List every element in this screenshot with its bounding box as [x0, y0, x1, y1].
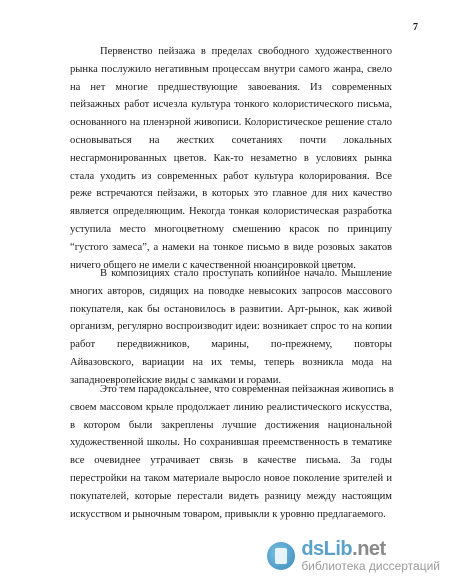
text-line: работ передвижников, марины, по-прежнему, повторы — [70, 339, 392, 351]
text-line: западноевропейские виды с замками и горами. — [70, 374, 282, 386]
text-line: покупателей, которые перестали видеть разницу между настоящим — [70, 490, 392, 502]
text-line: организм, регулярно воспроизводит идеи: возникает спрос то на копии — [70, 321, 392, 333]
dslib-watermark[interactable] — [267, 539, 440, 572]
text-line: перестройки на таком материале выросло новое поколение зрителей и — [70, 472, 392, 484]
page-number: 7 — [413, 22, 418, 33]
text-line: несгармонированных цветов. Как-то незаметно в условиях рынка — [70, 152, 392, 164]
text-line: на нет многие предшествующие завоевания. Из современных — [70, 81, 392, 93]
text-line: основываться на жестких сочетаниях почти локальных — [70, 134, 392, 146]
text-line: Первенство пейзажа в пределах свободного художественного — [100, 46, 392, 57]
text-line: своем массовом крыле продолжает линию реалистического искусства, — [70, 401, 392, 413]
text-line: искусством и рыночным товаром, привыкли к уровню предлагаемого. — [70, 508, 386, 520]
text-line: является определяющим. Некогда тонкая колористическая разработка — [70, 206, 392, 218]
text-line: уступила место многоцветному смешению красок по принципу — [70, 223, 392, 235]
watermark-text — [301, 539, 440, 572]
text-line: многих авторов, сидящих на поводке невысоких запросов массового — [70, 285, 392, 297]
text-line: все очевиднее утрачивает связь в качестве письма. За годы — [70, 455, 392, 467]
dslib-logo-icon — [267, 542, 295, 570]
text-line: Айвазовского, вариации на их темы, теперь возникла мода на — [70, 356, 392, 368]
text-line: ничего общего не имели с качественной нюансировкой цветом. — [70, 259, 356, 271]
text-line: покупателя, как бы остановилось в развитии. Арт-рынок, как живой — [70, 303, 392, 315]
text-line: Это тем парадоксальнее, что современная пейзажная живопись в — [100, 384, 394, 395]
text-line: “густого замеса”, а намеки на тонкое письмо в виде розовых закатов — [70, 241, 392, 253]
watermark-brand-tld: .net — [352, 538, 386, 560]
text-line: реже встречаются пейзажи, в которых это главное для них качество — [70, 188, 392, 200]
watermark-subtitle: библиотека диссертаций — [301, 559, 440, 573]
watermark-brand — [301, 539, 440, 559]
text-line: рынка послужило негативным процессам внутри самого жанра, свело — [70, 63, 392, 75]
text-line: В композициях стало проступать копийное начало. Мышление — [100, 268, 392, 279]
paragraph-1 — [70, 43, 392, 274]
text-line: стала уходить из современных работ культура колорирования. Все — [70, 170, 392, 182]
text-line: пейзажных работ исчезла культура тонкого колористического письма, — [70, 99, 392, 111]
text-line: художественной школы. Но сохранившая преемственность в тематике — [70, 437, 392, 449]
paragraph-3 — [70, 381, 392, 523]
paragraph-2 — [70, 265, 392, 390]
text-line: в котором были закреплены лучшие достижения национальной — [70, 419, 392, 431]
text-line: основанного на пленэрной живописи. Колористическое решение стало — [70, 117, 392, 129]
watermark-brand-main: dsLib — [301, 538, 353, 560]
